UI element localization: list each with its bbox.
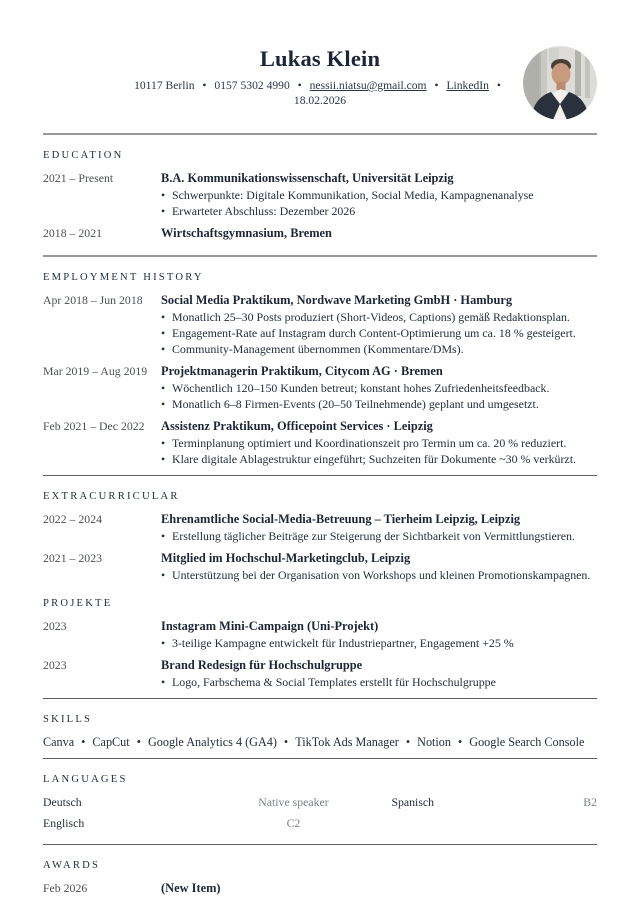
entry-date: 2023 <box>43 658 67 672</box>
entry-date: Feb 2026 <box>43 881 88 895</box>
dot-separator: • <box>297 79 302 92</box>
section-awards <box>43 859 597 897</box>
linkedin-link[interactable]: LinkedIn <box>446 79 489 92</box>
dot-separator: • <box>136 735 141 749</box>
language-level: C2 <box>286 816 301 830</box>
entry-bullet: • Schwerpunkte: Digitale Kommunikation, Social Media, Kampagnenanalyse <box>161 187 597 203</box>
section-skills <box>43 713 597 750</box>
section-heading: EMPLOYMENT HISTORY <box>43 272 204 283</box>
dot-separator: • <box>202 79 207 92</box>
section-divider <box>43 844 597 845</box>
section-divider <box>43 255 597 257</box>
project-entry <box>43 657 597 690</box>
extracurricular-entry <box>43 550 597 583</box>
language-name: Spanisch <box>391 795 435 809</box>
section-divider <box>43 758 597 759</box>
language-level: Native speaker <box>258 795 329 809</box>
languages-grid <box>43 794 597 836</box>
language-name: Englisch <box>43 816 85 830</box>
entry-bullet: • Monatlich 25–30 Posts produziert (Short-Videos, Captions) gemäß Redaktionsplan. <box>161 309 597 325</box>
entry-title: B.A. Kommunikationswissenschaft, Universität Leipzig <box>161 171 454 185</box>
entry-date: 2021 – Present <box>43 171 114 185</box>
education-entry <box>43 170 597 219</box>
section-education <box>43 149 597 242</box>
education-entry <box>43 225 597 242</box>
language-name: Deutsch <box>43 795 82 809</box>
section-divider <box>43 698 597 699</box>
entry-bullet: • Monatlich 6–8 Firmen-Events (20–50 Teilnehmende) geplant und umgesetzt. <box>161 396 597 412</box>
skill-item: Google Search Console <box>469 735 585 749</box>
section-divider <box>43 475 597 476</box>
skill-item: Canva <box>43 735 75 749</box>
dot-separator: • <box>496 79 501 92</box>
entry-bullet: • Klare digitale Ablagestruktur eingeführt; Suchzeiten für Dokumente ~30 % verkürzt. <box>161 451 597 467</box>
entry-bullet: • Unterstützung bei der Organisation von Workshops und kleinen Promotionskampagnen. <box>161 567 597 583</box>
entry-bullet: • Erstellung täglicher Beiträge zur Steigerung der Sichtbarkeit von Vermittlungstieren. <box>161 528 597 544</box>
skills-list <box>43 734 597 750</box>
entry-title: Wirtschaftsgymnasium, Bremen <box>161 226 332 240</box>
section-heading: EXTRACURRICULAR <box>43 491 180 502</box>
email-link[interactable]: nessii.niatsu@gmail.com <box>309 79 427 92</box>
person-name: Lukas Klein <box>259 46 381 71</box>
entry-date: 2022 – 2024 <box>43 512 102 526</box>
dot-separator: • <box>458 735 463 749</box>
entry-bullet: • Erwarteter Abschluss: Dezember 2026 <box>161 203 597 219</box>
dot-separator: • <box>81 735 86 749</box>
entry-title: Assistenz Praktikum, Officepoint Services · Leipzig <box>161 419 433 433</box>
entry-date: 2018 – 2021 <box>43 226 102 240</box>
entry-bullet: • 3-teilige Kampagne entwickelt für Industriepartner, Engagement +25 % <box>161 635 597 651</box>
section-heading: EDUCATION <box>43 150 124 161</box>
entry-title: Instagram Mini-Campaign (Uni-Projekt) <box>161 619 379 633</box>
entry-bullet: • Engagement-Rate auf Instagram durch Content-Optimierung um ca. 18 % gesteigert. <box>161 325 597 341</box>
section-projects <box>43 597 597 690</box>
section-employment <box>43 271 597 467</box>
entry-title: Brand Redesign für Hochschulgruppe <box>161 658 363 672</box>
award-entry <box>43 880 597 897</box>
skill-item: Notion <box>417 735 451 749</box>
resume-header <box>43 46 597 120</box>
profile-photo <box>523 46 597 120</box>
entry-bullet: • Wöchentlich 120–150 Kunden betreut; konstant hohes Zufriedenheitsfeedback. <box>161 380 597 396</box>
section-heading: LANGUAGES <box>43 774 128 785</box>
header-divider <box>43 133 597 135</box>
entry-title: Projektmanagerin Praktikum, Citycom AG · Bremen <box>161 364 443 378</box>
contact-phone: 0157 5302 4990 <box>214 79 290 92</box>
entry-bullet: • Logo, Farbschema & Social Templates erstellt für Hochschulgruppe <box>161 674 597 690</box>
skill-item: Google Analytics 4 (GA4) <box>147 735 277 749</box>
employment-entry <box>43 418 597 467</box>
section-extracurricular <box>43 490 597 583</box>
language-item <box>43 794 353 810</box>
employment-entry <box>43 363 597 412</box>
portrait-image <box>523 46 597 120</box>
entry-bullet: • Terminplanung optimiert und Koordinationszeit pro Termin um ca. 20 % reduziert. <box>161 435 597 451</box>
section-heading: SKILLS <box>43 714 93 725</box>
entry-title: (New Item) <box>161 881 221 895</box>
contact-date: 18.02.2026 <box>293 94 347 107</box>
dot-separator: • <box>283 735 289 749</box>
entry-date: 2021 – 2023 <box>43 551 102 565</box>
entry-date: Apr 2018 – Jun 2018 <box>43 293 143 307</box>
entry-title: Ehrenamtliche Social-Media-Betreuung – Tierheim Leipzig, Leipzig <box>161 512 521 526</box>
project-entry <box>43 618 597 651</box>
language-level: B2 <box>583 795 597 809</box>
skill-item: CapCut <box>92 735 130 749</box>
extracurricular-entry <box>43 511 597 544</box>
entry-date: Mar 2019 – Aug 2019 <box>43 364 148 378</box>
contact-line <box>107 78 533 108</box>
entry-bullet: • Community-Management übernommen (Kommentare/DMs). <box>161 341 597 357</box>
employment-entry <box>43 292 597 357</box>
section-heading: PROJEKTE <box>43 598 113 609</box>
language-item <box>391 794 597 810</box>
language-item <box>43 815 353 831</box>
section-languages <box>43 773 597 836</box>
entry-title: Social Media Praktikum, Nordwave Marketing GmbH · Hamburg <box>161 293 513 307</box>
skill-item: TikTok Ads Manager <box>295 735 399 749</box>
entry-title: Mitglied im Hochschul-Marketingclub, Leipzig <box>161 551 411 565</box>
dot-separator: • <box>405 735 411 749</box>
entry-date: 2023 <box>43 619 67 633</box>
entry-date: Feb 2021 – Dec 2022 <box>43 419 145 433</box>
dot-separator: • <box>434 79 439 92</box>
contact-location: 10117 Berlin <box>134 79 195 92</box>
section-heading: AWARDS <box>43 860 101 871</box>
